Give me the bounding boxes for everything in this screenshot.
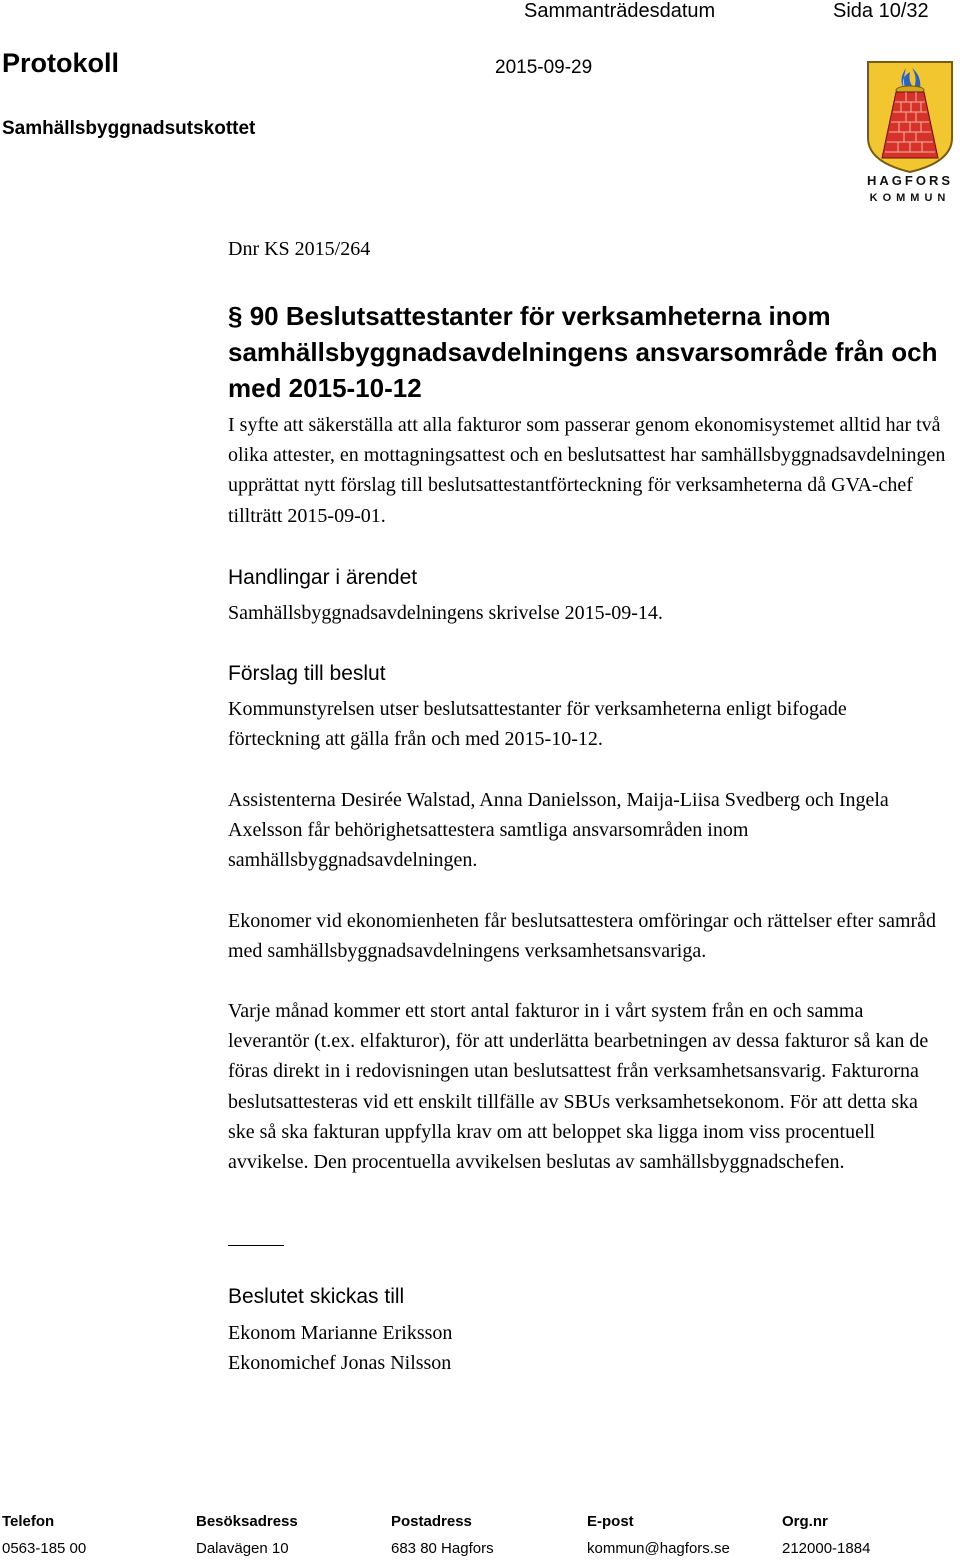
section-title-text: 90 Beslutsattestanter för verksamheterna inom samhällsbyggnadsavdelningens ansvarsområde från och med 2015-10-12 — [228, 301, 938, 403]
sent-to-heading: Beslutet skickas till — [228, 1285, 405, 1308]
page-number: Sida 10/32 — [833, 0, 929, 22]
committee-name: Samhällsbyggnadsutskottet — [2, 118, 256, 139]
logo-text-line1: HAGFORS — [867, 173, 953, 188]
recipient: Ekonomichef Jonas Nilsson — [228, 1352, 452, 1374]
document-title: Protokoll — [2, 48, 120, 78]
footer-postal: 683 80 Hagfors — [391, 1540, 494, 1557]
proposal-paragraph: Kommunstyrelsen utser beslutsattestanter för verksamheterna enligt bifogade förteckning att gälla från och med 2015-10-12. — [228, 698, 847, 751]
case-number: Dnr KS 2015/264 — [228, 238, 371, 260]
footer-org-label: Org.nr — [782, 1513, 828, 1530]
meeting-date-label: Sammanträdesdatum — [524, 0, 716, 22]
meeting-date: 2015-09-29 — [495, 57, 593, 78]
divider — [228, 1245, 284, 1246]
hagfors-kommun-logo — [862, 58, 959, 208]
paragraph-symbol: § — [228, 301, 243, 331]
footer-visit: Dalavägen 10 — [196, 1540, 289, 1557]
proposal-paragraph: Ekonomer vid ekonomienheten får beslutsattestera omföringar och rättelser efter samråd med samhällsbyggnadsavdelningens verksamhetsansvariga. — [228, 910, 937, 963]
footer-visit-label: Besöksadress — [196, 1513, 298, 1530]
footer-email-label: E-post — [587, 1513, 634, 1530]
logo-shield-icon — [862, 58, 959, 208]
proposal-heading: Förslag till beslut — [228, 662, 386, 685]
footer-org: 212000-1884 — [782, 1540, 871, 1557]
documents-heading: Handlingar i ärendet — [228, 566, 418, 589]
proposal-paragraph: Assistenterna Desirée Walstad, Anna Danielsson, Maija-Liisa Svedberg och Ingela Axelsson får behörighetsattestera samtliga ansvarsområden inom samhällsbyggnadsavdelningen. — [228, 789, 889, 872]
documents-text: Samhällsbyggnadsavdelningens skrivelse 2015-09-14. — [228, 602, 663, 624]
footer-email: kommun@hagfors.se — [587, 1540, 730, 1557]
recipient: Ekonom Marianne Eriksson — [228, 1322, 453, 1344]
proposal-paragraph: Varje månad kommer ett stort antal fakturor in i vårt system från en och samma leverantör (t.ex. elfakturor), för att underlätta bearbetningen av dessa fakturor så kan de föras direkt in i redovisningen utan beslutsattest från verksamhetsansvarig. Fakturorna beslutsattesteras vid ett enskilt tillfälle av SBUs verksamhetsekonom. För att detta ska ske så ska fakturan uppfylla krav om att beloppet ska ligga inom viss procentuell avvikelse. Den procentuella avvikelsen beslutas av samhällsbyggnadschefen. — [228, 1000, 929, 1174]
footer-phone-label: Telefon — [2, 1513, 55, 1530]
footer-phone: 0563-185 00 — [2, 1540, 87, 1557]
section-title — [228, 298, 948, 406]
intro-paragraph: I syfte att säkerställa att alla fakturor som passerar genom ekonomisystemet alltid har två olika attester, en mottagningsattest och en beslutsattest har samhällsbyggnadsavdelningen upprättat nytt förslag till beslutsattestantförteckning för verksamheterna då GVA-chef tillträtt 2015-09-01. — [228, 414, 946, 527]
footer-postal-label: Postadress — [391, 1513, 472, 1530]
logo-text-line2: KOMMUN — [869, 192, 951, 204]
